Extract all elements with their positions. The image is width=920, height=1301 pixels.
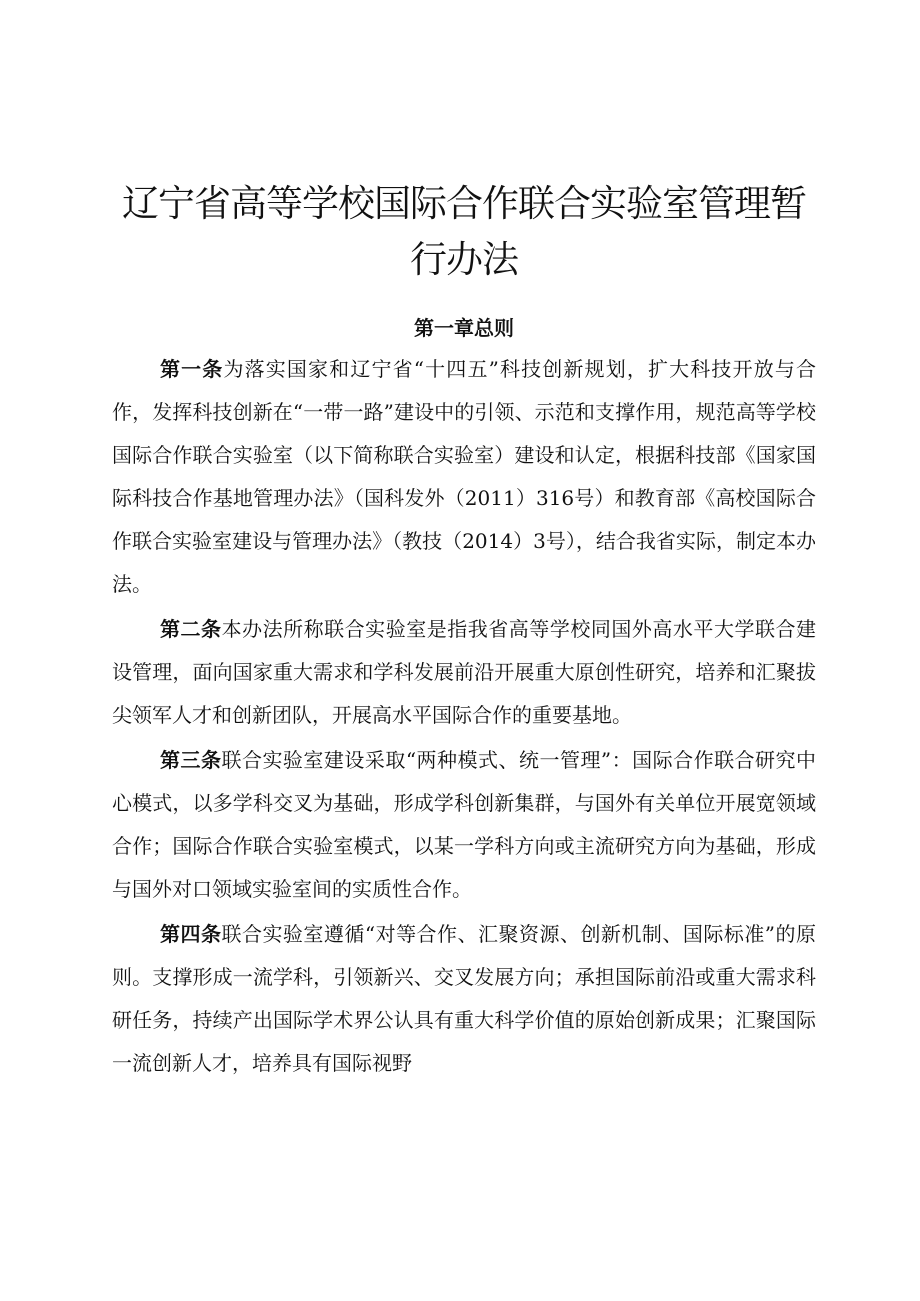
article-1 [112, 348, 816, 606]
article-text: 联合实验室建设采取“两种模式、统一管理”：国际合作联合研究中心模式，以多学科交叉为基础，形成学科创新集群，与国外有关单位开展宽领域合作；国际合作联合实验室模式，以某一学科方向或主流研究方向为基础，形成与国外对口领域实验室间的实质性合作。 [112, 748, 817, 901]
document-page [112, 176, 816, 1085]
article-3 [112, 739, 816, 911]
article-text: 联合实验室遵循“对等合作、汇聚资源、创新机制、国际标准”的原则。支撑形成一流学科，引领新兴、交叉发展方向；承担国际前沿或重大需求科研任务，持续产出国际学术界公认具有重大科学价值的原始创新成果；汇聚国际一流创新人才，培养具有国际视野 [112, 922, 817, 1075]
article-text: 本办法所称联合实验室是指我省高等学校同国外高水平大学联合建设管理，面向国家重大需求和学科发展前沿开展重大原创性研究，培养和汇聚拔尖领军人才和创新团队，开展高水平国际合作的重要基地。 [112, 617, 817, 727]
article-number: 第二条 [160, 617, 222, 641]
document-title: 辽宁省高等学校国际合作联合实验室管理暂行办法 [122, 182, 806, 281]
article-4 [112, 913, 816, 1085]
article-number: 第一条 [160, 357, 224, 381]
article-text: 为落实国家和辽宁省“十四五”科技创新规划，扩大科技开放与合作，发挥科技创新在“一带一路”建设中的引领、示范和支撑作用，规范高等学校国际合作联合实验室（以下简称联合实验室）建设和认定，根据科技部《国家国际科技合作基地管理办法》（国科发外（2011）316号）和教育部《高校国际合作联合实验室建设与管理办法》（教技（2014）3号），结合我省实际，制定本办法。 [112, 357, 817, 596]
article-2 [112, 608, 816, 737]
article-number: 第三条 [160, 748, 222, 772]
article-number: 第四条 [160, 922, 222, 946]
chapter-heading: 第一章总则 [414, 316, 514, 340]
